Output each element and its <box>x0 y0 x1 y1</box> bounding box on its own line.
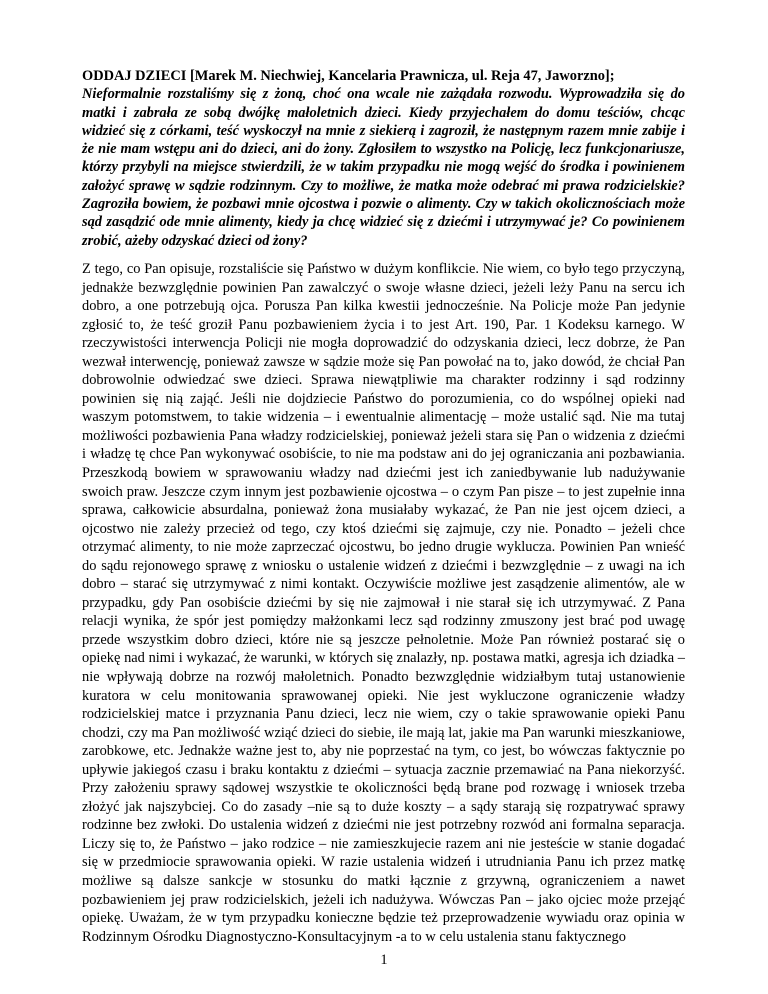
reader-question: Nieformalnie rozstaliśmy się z żoną, choć ona wcale nie zażądała rozwodu. Wyprowadziła się do matki i zabrała ze sobą dwójkę małoletnich dzieci. Kiedy przyjechałem do domu teściów, chcąc widzieć się z córkami, teść wyskoczył na mnie z siekierą i zagroził, że następnym razem mnie zabije i że nie mam wstępu ani do dzieci, ani do żony. Zgłosiłem to wszystko na Policję, lecz funkcjonariusze, którzy przybyli na miejsce stwierdzili, że w takim przypadku nie mogą wejść do środka i powinienem założyć sprawę w sądzie rodzinnym. Czy to możliwe, że matka może odebrać mi prawa rodzicielskie? Zagroziła bowiem, że pozbawi mnie ojcostwa i pozwie o alimenty. Czy w takich okolicznościach może sąd zasądzić ode mnie alimenty, kiedy ja chcę widzieć się z dziećmi i utrzymywać je? Co powinienem zrobić, ażeby odzyskać dzieci od żony? <box>82 86 685 249</box>
page-number: 1 <box>380 952 388 968</box>
document-body <box>82 67 685 946</box>
question-heading <box>82 67 685 85</box>
lawyer-answer: Z tego, co Pan opisuje, rozstaliście się Państwo w dużym konflikcie. Nie wiem, co było tego przyczyną, jednakże bezwzględnie powinien Pan zawalczyć o swoje własne dzieci, jeżeli leży Panu na sercu ich dobro, a one potrzebują ojca. Porusza Pan kilka kwestii jednocześnie. Na Policje może Pan jedynie zgłosić to, że teść groził Panu pozbawieniem życia i to jest Art. 190, Par. 1 Kodeksu karnego. W rzeczywistości interwencja Policji nie mogła doprowadzić do odzyskania dzieci, lecz dobrze, że Pan wezwał interwencję, ponieważ zawsze w sądzie może się Pan powołać na to, jako dowód, że chciał Pan dobrowolnie odwiedzać swe dzieci. Sprawa niewątpliwie ma charakter rodzinny i sąd rodzinny powinien się nią zająć. Jeśli nie dojdziecie Państwo do porozumienia, co do wspólnej opieki nad waszym potomstwem, to takie widzenia – i ewentualnie alimentację – może ustalić sąd. Nie ma tutaj możliwości pozbawienia Pana władzy rodzicielskiej, ponieważ jeżeli stara się Pan o widzenia z dziećmi i władzę tę chce Pan wykonywać osobiście, to nie ma podstaw ani do jej ograniczania ani pozbawiania. Przeszkodą bowiem w sprawowaniu władzy nad dziećmi jest ich zaniedbywanie lub nadużywanie swoich praw. Jeszcze czym innym jest pozbawienie ojcostwa – o czym Pan pisze – to jest zupełnie inna sprawa, całkowicie absurdalna, ponieważ żona musiałaby wykazać, że Pan nie jest ojcem dzieci, a ojcostwo nie zależy przecież od tego, czy ktoś dziećmi się zajmuje, czy nie. Ponadto – jeżeli chce otrzymać alimenty, to nie może zaprzeczać ojcostwu, bo jedno drugie wyklucza. Powinien Pan wnieść do sądu rejonowego sprawę z wniosku o ustalenie widzeń z dziećmi i bezwzględnie – z uwagi na ich dobro – starać się utrzymywać z nimi kontakt. Oczywiście możliwe jest zasądzenie alimentów, ale w przypadku, gdy Pan osobiście dziećmi by się nie zajmował i nie starał się ich utrzymywać. Z Pana relacji wynika, że spór jest pomiędzy małżonkami lecz sąd rodzinny zmuszony jest brać pod uwagę przede wszystkim dobro dzieci, które nie są jeszcze pełnoletnie. Może Pan również postarać się o opiekę nad nimi i wykazać, że warunki, w których się znalazły, np. postawa matki, agresja ich dziadka – nie wpływają dobrze na rozwój małoletnich. Ponadto bezwzględnie widziałbym tutaj ustanowienie kuratora w celu monitowania sprawowanej opieki. Nie jest wykluczone ograniczenie władzy rodzicielskiej matce i przyznania Panu dzieci, lecz nie wiem, czy o takie sprawowanie opieki Panu chodzi, czy ma Pan możliwość wziąć dzieci do siebie, ile mają lat, jakie ma Pan warunki mieszkaniowe, zarobkowe, etc. Jednakże ważne jest to, aby nie poprzestać na tym, co jest, bo wówczas faktycznie po upływie jakiegoś czasu i braku kontaktu z dziećmi – sytuacja zacznie przemawiać na Pana niekorzyść. Przy założeniu sprawy sądowej wszystkie te okoliczności będą brane pod rozwagę i wniosek trzeba złożyć jak najszybciej. Co do zasady –nie są to duże koszty – a sądy starają się rozpatrywać sprawy rodzinne bez zwłoki. Do ustalenia widzeń z dziećmi nie jest potrzebny rozwód ani formalna separacja. Liczy się to, że Państwo – jako rodzice – nie zamieszkujecie razem ani nie jesteście w stanie dogadać się w przedmiocie sprawowania opieki. W razie ustalenia widzeń i utrudniania Panu ich przez matkę możliwe są dalsze sankcje w stosunku do matki łącznie z grzywną, ograniczeniem a nawet pozbawieniem jej praw rodzicielskich, jeżeli ich nadużywa. Wówczas Pan – jako ojciec może przejąć opiekę. Uważam, że w tym przypadku konieczne będzie też przeprowadzenie wywiadu oraz opinia w Rodzinnym Ośrodku Diagnostyczno-Konsultacyjnym -a to w celu ustalenia stanu faktycznego <box>82 260 685 945</box>
heading-text: ODDAJ DZIECI [Marek M. Niechwiej, Kancelaria Prawnicza, ul. Reja 47, Jaworzno]; <box>82 68 615 84</box>
